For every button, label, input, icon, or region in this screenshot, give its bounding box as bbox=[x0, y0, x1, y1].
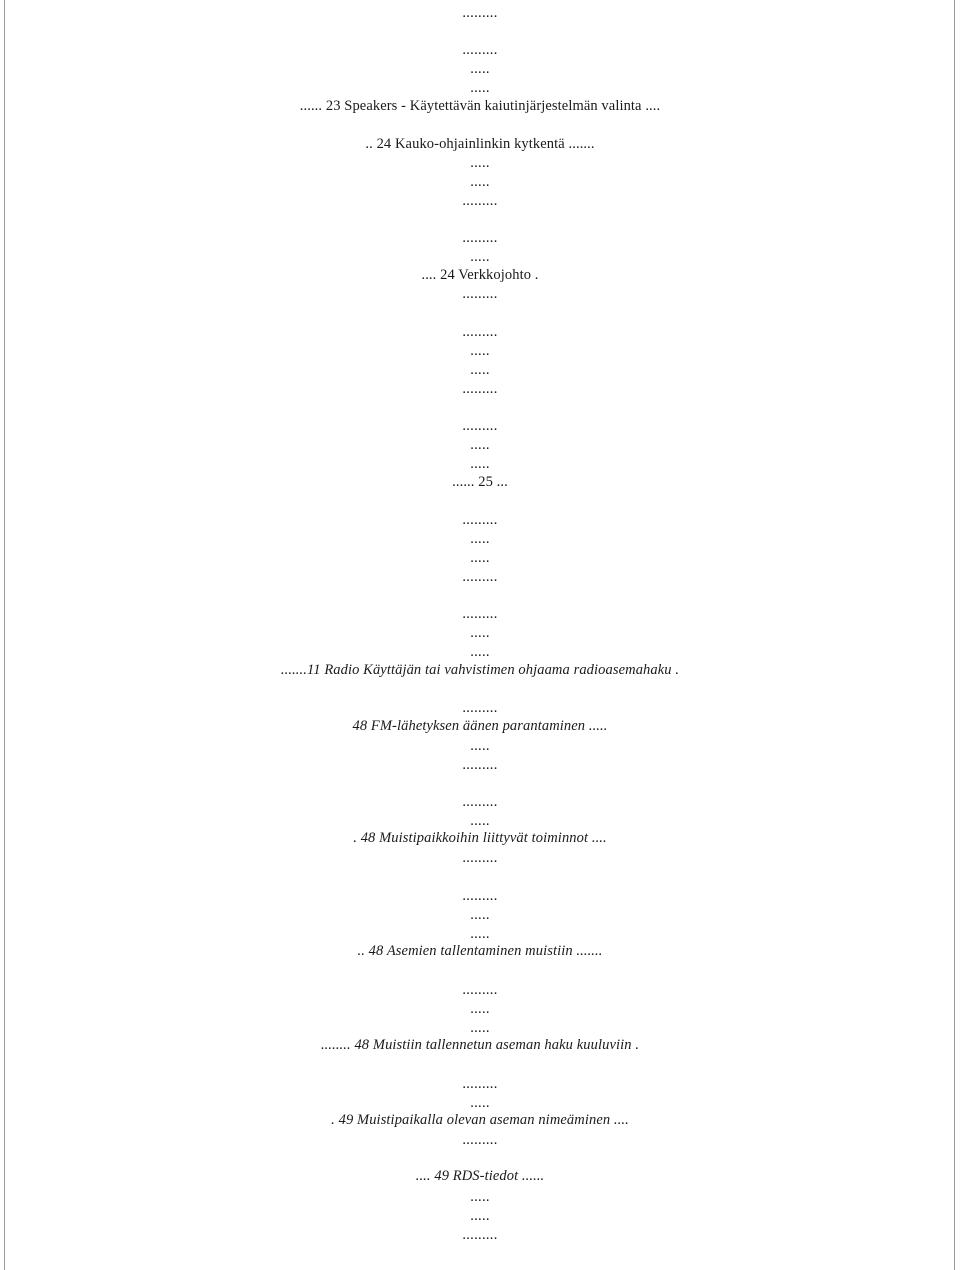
leader-dots: ......... bbox=[462, 512, 498, 528]
leader-dots: ......... bbox=[462, 700, 498, 716]
leader-dots: ......... bbox=[462, 850, 498, 866]
toc-entry-25: ...... 25 ... bbox=[452, 474, 508, 490]
leader-dots: ..... bbox=[470, 174, 490, 190]
leader-dots: ......... bbox=[462, 381, 498, 397]
leader-dots: ......... bbox=[462, 1227, 498, 1243]
leader-dots: ......... bbox=[462, 606, 498, 622]
leader-dots: ..... bbox=[470, 155, 490, 171]
leader-dots: ..... bbox=[470, 437, 490, 453]
leader-dots: ..... bbox=[470, 80, 490, 96]
leader-dots: ..... bbox=[470, 738, 490, 754]
toc-entry-rds-tiedot: .... 49 RDS-tiedot ...... bbox=[415, 1168, 545, 1184]
toc-entry-asemien-tallentaminen: .. 48 Asemien tallentaminen muistiin ....... bbox=[357, 943, 603, 959]
leader-dots: ..... bbox=[470, 813, 490, 829]
leader-dots: ..... bbox=[470, 1189, 490, 1205]
leader-dots: ..... bbox=[470, 926, 490, 942]
leader-dots: ..... bbox=[470, 644, 490, 660]
leader-dots: ..... bbox=[470, 343, 490, 359]
leader-dots: ......... bbox=[462, 324, 498, 340]
leader-dots: ......... bbox=[462, 193, 498, 209]
leader-dots: ......... bbox=[462, 794, 498, 810]
leader-dots: ..... bbox=[470, 625, 490, 641]
toc-entry-speakers: ...... 23 Speakers - Käytettävän kaiutinjärjestelmän valinta .... bbox=[299, 98, 661, 114]
leader-dots: ......... bbox=[462, 757, 498, 773]
toc-entry-kauko-ohjainlinkki: .. 24 Kauko-ohjainlinkin kytkentä ....... bbox=[365, 136, 595, 152]
toc-entry-muistipaikat: . 48 Muistipaikkoihin liittyvät toiminnot .... bbox=[353, 830, 607, 846]
leader-dots: ......... bbox=[462, 42, 498, 58]
leader-dots: ..... bbox=[470, 1001, 490, 1017]
leader-dots: ......... bbox=[462, 230, 498, 246]
leader-dots: ..... bbox=[470, 550, 490, 566]
leader-dots: ......... bbox=[462, 888, 498, 904]
leader-dots: ..... bbox=[470, 907, 490, 923]
toc-entry-radio: .......11 Radio Käyttäjän tai vahvistimen ohjaama radioasemahaku . bbox=[280, 662, 680, 678]
leader-dots: ......... bbox=[462, 5, 498, 21]
leader-dots: ......... bbox=[462, 982, 498, 998]
leader-dots: ..... bbox=[470, 362, 490, 378]
leader-dots: ..... bbox=[470, 531, 490, 547]
leader-dots: ......... bbox=[462, 286, 498, 302]
toc-entry-fm-lahetys: 48 FM-lähetyksen äänen parantaminen ..... bbox=[352, 718, 608, 734]
toc-entry-verkkojohto: .... 24 Verkkojohto . bbox=[421, 267, 539, 283]
leader-dots: ......... bbox=[462, 1132, 498, 1148]
leader-dots: ..... bbox=[470, 61, 490, 77]
leader-dots: ......... bbox=[462, 569, 498, 585]
leader-dots: ..... bbox=[470, 456, 490, 472]
leader-dots: ..... bbox=[470, 1095, 490, 1111]
leader-dots: ..... bbox=[470, 1208, 490, 1224]
leader-dots: ..... bbox=[470, 1020, 490, 1036]
leader-dots: ..... bbox=[470, 249, 490, 265]
leader-dots: ......... bbox=[462, 418, 498, 434]
toc-entry-muistiin-tallennetun-haku: ........ 48 Muistiin tallennetun aseman haku kuuluviin . bbox=[320, 1037, 640, 1053]
leader-dots: ......... bbox=[462, 1076, 498, 1092]
toc-entry-aseman-nimeaminen: . 49 Muistipaikalla olevan aseman nimeäminen .... bbox=[331, 1112, 629, 1128]
